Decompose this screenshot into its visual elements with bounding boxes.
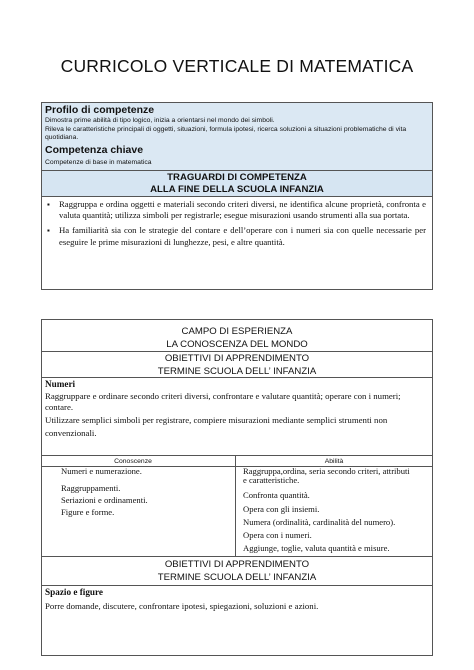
profile-line: Rileva le caratteristiche principali di oggetti, situazioni, formula ipotesi, ricerca soluzioni a situazioni problematiche di vita quotidiana.: [45, 125, 407, 141]
traguardi-list: [42, 199, 432, 252]
list-item: [42, 199, 432, 221]
obiettivi-line: OBIETTIVI DI APPRENDIMENTO: [164, 559, 310, 570]
obiettivi-line: TERMINE SCUOLA DELL’ INFANZIA: [157, 366, 317, 377]
list-item: Raggruppa,ordina, seria secondo criteri, attributi: [243, 466, 410, 476]
list-item: Numera (ordinalità, cardinalità del numero).: [243, 517, 396, 527]
list-item: Figure e forme.: [61, 507, 115, 517]
row-divider: [41, 455, 433, 456]
profile-line: Dimostra prime abilità di tipo logico, inizia a orientarsi nel mondo dei simboli.: [45, 117, 275, 124]
list-item: Raggruppamenti.: [61, 483, 121, 493]
list-item: Numeri e numerazione.: [61, 466, 142, 476]
abilita-header: Abilità: [324, 458, 344, 465]
spazio-block: [45, 587, 429, 612]
competence-profile-table: [41, 102, 433, 290]
profile-description: [42, 117, 430, 143]
obiettivi-line: TERMINE SCUOLA DELL’ INFANZIA: [157, 572, 317, 583]
page-title: CURRICOLO VERTICALE DI MATEMATICA: [60, 56, 414, 76]
campo-title: [0, 325, 474, 351]
list-item: [42, 225, 432, 247]
campo-line: CAMPO DI ESPERIENZA: [181, 326, 293, 337]
campo-line: LA CONOSCENZA DEL MONDO: [166, 339, 308, 350]
list-item: e caratteristiche.: [243, 475, 300, 485]
numeri-heading: Numeri: [45, 379, 76, 389]
numeri-paragraph: Utilizzare semplici simboli per registrare, compiere misurazioni mediante semplici strumenti non convenzionali.: [45, 414, 388, 438]
column-divider: [235, 455, 236, 556]
row-divider: [41, 377, 433, 378]
conoscenze-header: Conoscenze: [114, 458, 152, 465]
obiettivi-title: [0, 352, 474, 378]
bullet-icon: ▪: [47, 226, 50, 236]
spazio-paragraph: Porre domande, discutere, confrontare ipotesi, spiegazioni, soluzioni e azioni.: [45, 600, 319, 611]
traguardi-line: ALLA FINE DELLA SCUOLA INFANZIA: [150, 184, 324, 195]
numeri-paragraph: Raggruppare e ordinare secondo criteri diversi, confrontare e valutare quantità; operare con i numeri; contare.: [45, 390, 401, 412]
list-item-text: Raggruppa e ordina oggetti e materiali secondo criteri diversi, ne identifica alcune proprietà, confronta e valuta quantità; utilizza simboli per registrarle; esegue misurazioni usando strumenti alla sua portata.: [59, 199, 426, 221]
spazio-heading: Spazio e figure: [45, 587, 104, 597]
profile-header: [42, 103, 432, 171]
list-item-text: Ha familiarità sia con le strategie del contare e dell’operare con i numeri sia con quelle necessarie per eseguire le prime misurazioni di lunghezze, pesi, e altre quantità.: [59, 225, 426, 247]
row-divider: [41, 556, 433, 557]
obiettivi-line: OBIETTIVI DI APPRENDIMENTO: [164, 353, 310, 364]
bullet-icon: ▪: [47, 200, 50, 209]
list-item: Aggiunge, toglie, valuta quantità e misure.: [243, 543, 390, 553]
key-competence-heading: Competenza chiave: [45, 144, 144, 156]
obiettivi-title: [0, 558, 474, 584]
list-item: Opera con i numeri.: [243, 530, 312, 540]
traguardi-line: TRAGUARDI DI COMPETENZA: [167, 172, 307, 183]
numeri-block: [45, 379, 429, 441]
list-item: Confronta quantità.: [243, 490, 310, 500]
list-item: Seriazioni e ordinamenti.: [61, 495, 148, 505]
list-item: Opera con gli insiemi.: [243, 504, 320, 514]
row-divider: [41, 585, 433, 586]
key-competence-text: Competenze di base in matematica: [45, 159, 152, 166]
profile-heading: Profilo di competenze: [45, 104, 155, 116]
traguardi-heading: [42, 171, 432, 197]
